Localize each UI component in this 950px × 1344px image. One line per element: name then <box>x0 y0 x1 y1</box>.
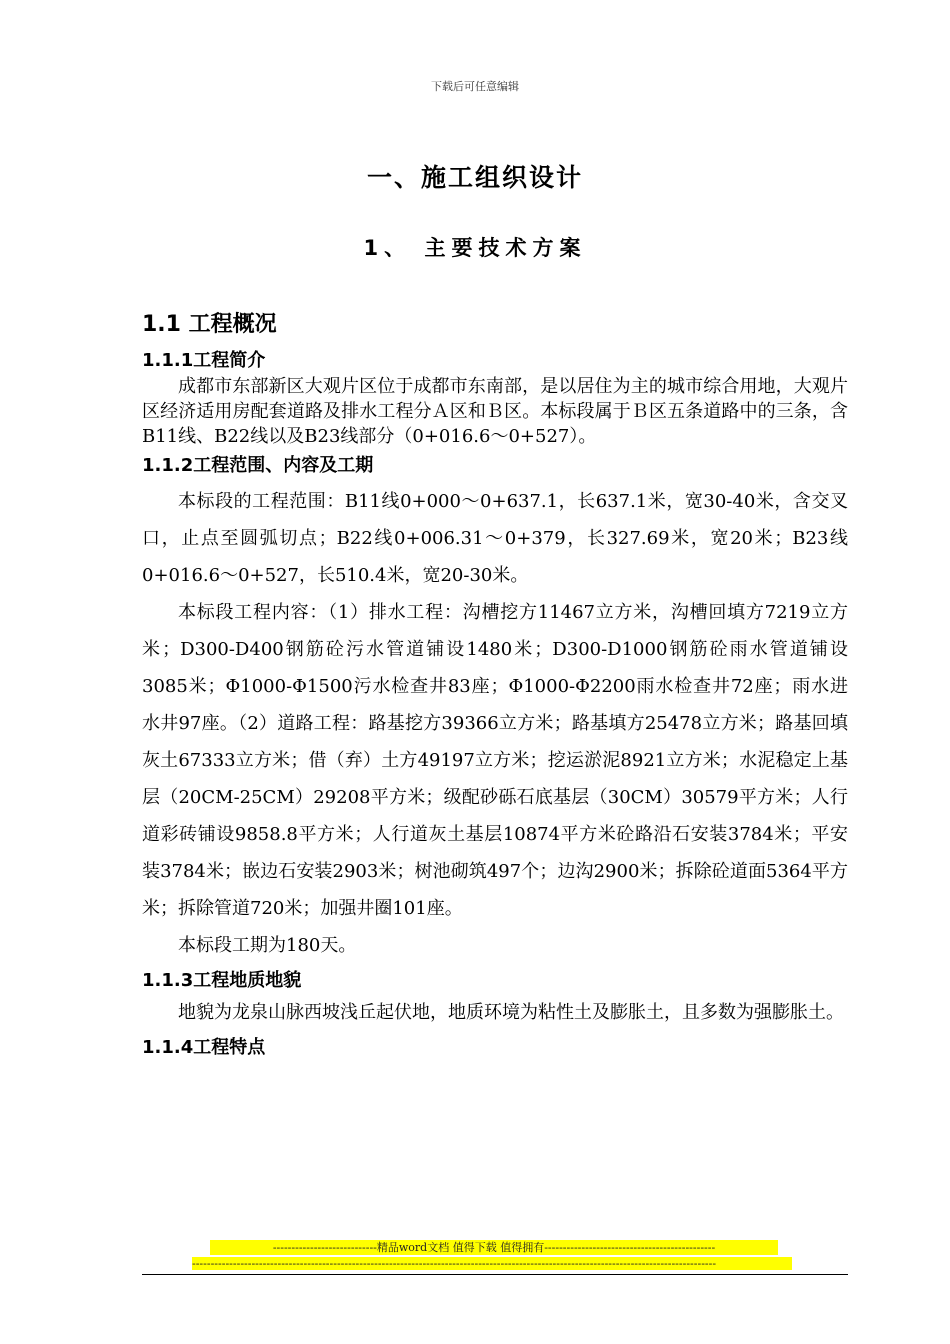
subsection-heading-2: 1.1.2工程范围、内容及工期 <box>142 455 374 476</box>
document-subtitle: 1、 主要技术方案 <box>363 236 587 260</box>
subsection-heading-4: 1.1.4工程特点 <box>142 1037 266 1058</box>
paragraph-geology: 地貌为龙泉山脉西坡浅丘起伏地，地质环境为粘性土及膨胀土，且多数为强膨胀土。 <box>178 1002 844 1023</box>
section-heading: 1.1 工程概况 <box>142 312 277 337</box>
footer-dash-line: --------------------------------------------------------------------------------------------------------------------------------------------- <box>192 1257 792 1270</box>
document-title: 一、施工组织设计 <box>366 163 583 192</box>
page-header: 下载后可任意编辑 <box>431 80 519 93</box>
paragraph-scope: 本标段的工程范围：B11线0+000～0+637.1，长637.1米，宽30-40米，含交叉口，止点至圆弧切点；B22线0+006.31～0+379，长327.69米，宽20米；B23线0+016.6～0+527，长510.4米，宽20-30米。 <box>142 491 848 586</box>
document-body <box>142 308 848 1061</box>
subsection-heading-3: 1.1.3工程地质地貌 <box>142 970 302 991</box>
paragraph-content: 本标段工程内容：（1）排水工程：沟槽挖方11467立方米，沟槽回填方7219立方米；D300-D400钢筋砼污水管道铺设1480米；D300-D1000钢筋砼雨水管道铺设3085米；Φ1000-Φ1500污水检查井83座；Φ1000-Φ2200雨水检查井72座；雨水进水井97座。（2）道路工程：路基挖方39366立方米；路基填方25478立方米；路基回填灰土67333立方米；借（弃）土方49197立方米；挖运淤泥8921立方米；水泥稳定上基层（20CM-25CM）29208平方米；级配砂砾石底基层（30CM）30579平方米；人行道彩砖铺设9858.8平方米；人行道灰土基层10874平方米砼路沿石安装3784米；平安装3784米；嵌边石安装2903米；树池砌筑497个；边沟2900米；拆除砼道面5364平方米；拆除管道720米；加强井圈101座。 <box>142 602 848 919</box>
paragraph-overview: 成都市东部新区大观片区位于成都市东南部，是以居住为主的城市综合用地，大观片区经济适用房配套道路及排水工程分Ａ区和Ｂ区。本标段属于Ｂ区五条道路中的三条，含B11线、B22线以及B23线部分（0+016.6～0+527）。 <box>142 376 848 447</box>
paragraph-duration: 本标段工期为180天。 <box>178 935 357 956</box>
footer-banner: ----------------------------精品word文档 值得下载 值得拥有---------------------------------------------- <box>210 1240 778 1255</box>
subsection-heading-1: 1.1.1工程简介 <box>142 350 266 371</box>
footer-rule <box>142 1274 848 1275</box>
